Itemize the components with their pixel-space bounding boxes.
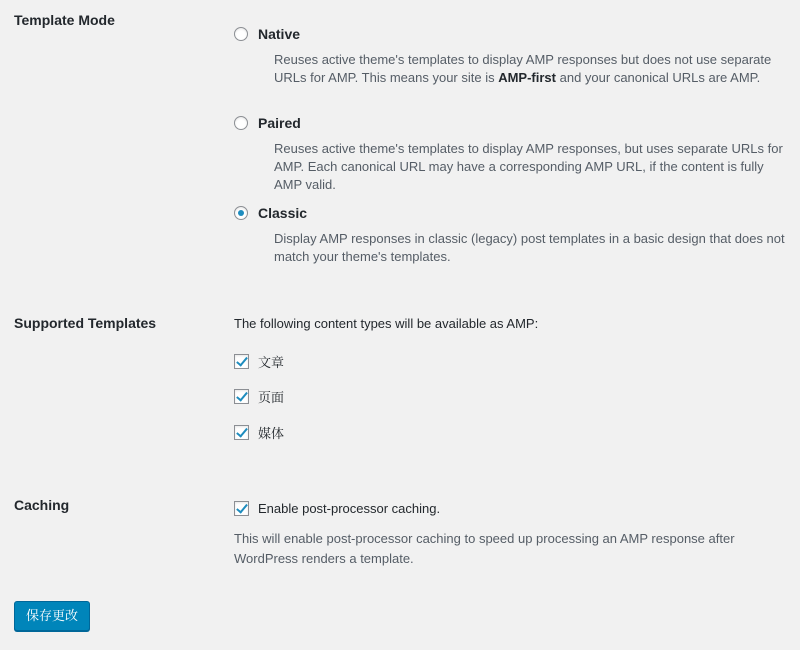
radio-native[interactable] <box>234 26 300 42</box>
supported-templates-label: Supported Templates <box>14 315 157 331</box>
checkbox-posts[interactable] <box>234 352 284 371</box>
checkbox-posts-label[interactable]: 文章 <box>258 355 285 370</box>
checkbox-caching[interactable] <box>234 501 440 516</box>
checkbox-media-label[interactable]: 媒体 <box>258 426 285 441</box>
radio-paired[interactable] <box>234 115 301 131</box>
radio-paired-circle[interactable] <box>234 116 248 130</box>
save-changes-button[interactable]: 保存更改 <box>14 601 90 631</box>
radio-native-label[interactable]: Native <box>258 26 301 42</box>
checkbox-caching-box[interactable] <box>234 501 249 516</box>
radio-classic[interactable] <box>234 205 307 221</box>
checkbox-pages-label[interactable]: 页面 <box>258 390 285 405</box>
checkbox-pages-box[interactable] <box>234 389 249 404</box>
radio-classic-label[interactable]: Classic <box>258 205 308 221</box>
template-mode-label: Template Mode <box>14 12 115 28</box>
caching-label: Caching <box>14 497 70 513</box>
radio-paired-label[interactable]: Paired <box>258 115 301 131</box>
supported-templates-intro: The following content types will be available as AMP: <box>234 316 539 331</box>
checkbox-media[interactable] <box>234 423 284 442</box>
checkbox-pages[interactable] <box>234 387 284 406</box>
classic-description: Display AMP responses in classic (legacy) post templates in a basic design that does not match your theme's templates. <box>274 231 785 264</box>
amp-first-emphasis: AMP-first <box>498 70 556 85</box>
checkbox-caching-label[interactable]: Enable post-processor caching. <box>258 501 441 516</box>
caching-description: This will enable post-processor caching to speed up processing an AMP response after WordPress renders a template. <box>234 531 735 566</box>
radio-classic-circle[interactable] <box>234 206 248 220</box>
radio-native-circle[interactable] <box>234 27 248 41</box>
native-description: Reuses active theme's templates to display AMP responses but does not use separate URLs for AMP. This means your site is AMP-first and your canonical URLs are AMP. <box>274 52 772 85</box>
paired-description: Reuses active theme's templates to display AMP responses, but uses separate URLs for AMP. Each canonical URL may have a corresponding AMP URL, if the content is fully AMP valid. <box>274 141 783 192</box>
checkbox-media-box[interactable] <box>234 425 249 440</box>
checkbox-posts-box[interactable] <box>234 354 249 369</box>
